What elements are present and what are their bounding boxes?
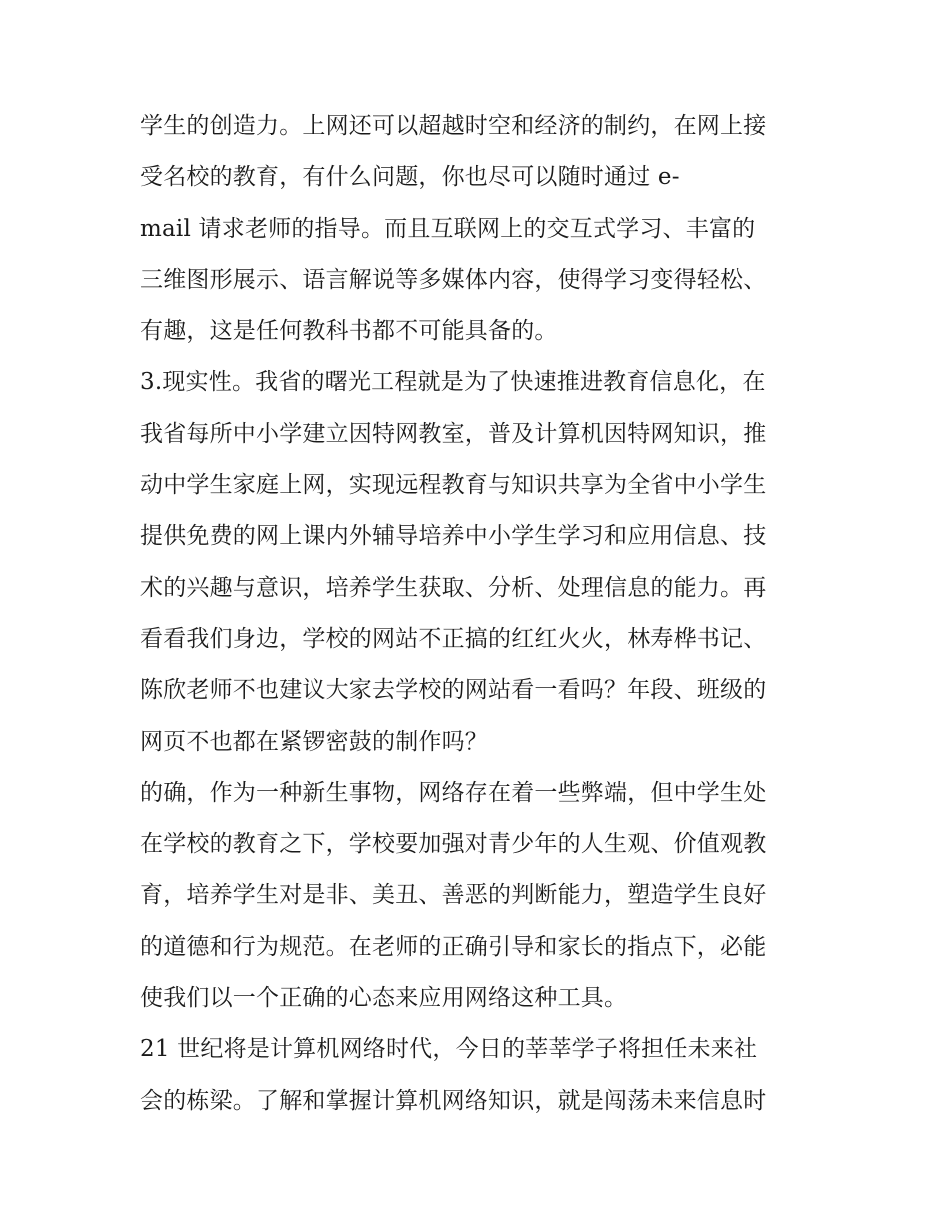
text-line: 使我们以一个正确的心态来应用网络这种工具。 [140, 985, 628, 1012]
text-line: 的道德和行为规范。在老师的正确引导和家长的指点下，必能 [140, 933, 767, 960]
text-line: 的确，作为一种新生事物，网络存在着一些弊端，但中学生处 [140, 779, 767, 806]
text-line: 在学校的教育之下，学校要加强对青少年的人生观、价值观教 [140, 831, 767, 858]
text-line: 陈欣老师不也建议大家去学校的网站看一看吗？年段、班级的 [140, 677, 767, 704]
text-line: 提供免费的网上课内外辅导培养中小学生学习和应用信息、技 [140, 523, 767, 550]
text-line: 学生的创造力。上网还可以超越时空和经济的制约，在网上接 [140, 113, 767, 139]
text-line: 3.现实性。我省的曙光工程就是为了快速推进教育信息化，在 [140, 369, 766, 396]
text-line: 会的栋梁。了解和掌握计算机网络知识，就是闯荡未来信息时 [140, 1087, 767, 1114]
text-line: 育，培养学生对是非、美丑、善恶的判断能力，塑造学生良好 [140, 882, 767, 909]
text-line: 网页不也都在紧锣密鼓的制作吗？ [140, 728, 488, 755]
text-line: 看看我们身边，学校的网站不正搞的红红火火，林寿桦书记、 [140, 625, 767, 652]
text-line: 动中学生家庭上网，实现远程教育与知识共享为全省中小学生 [140, 472, 767, 499]
text-line: 术的兴趣与意识，培养学生获取、分析、处理信息的能力。再 [140, 574, 767, 601]
text-line: 有趣，这是任何教科书都不可能具备的。 [140, 318, 558, 345]
text-line: 三维图形展示、语言解说等多媒体内容，使得学习变得轻松、 [140, 266, 767, 293]
body-text [140, 103, 820, 1129]
text-line: 受名校的教育，有什么问题，你也尽可以随时通过 e- [140, 164, 680, 191]
text-line: 我省每所中小学建立因特网教室，普及计算机因特网知识，推 [140, 420, 767, 447]
text-line: mail 请求老师的指导。而且互联网上的交互式学习、丰富的 [140, 215, 756, 242]
text-line: 21 世纪将是计算机网络时代，今日的莘莘学子将担任未来社 [140, 1036, 758, 1063]
